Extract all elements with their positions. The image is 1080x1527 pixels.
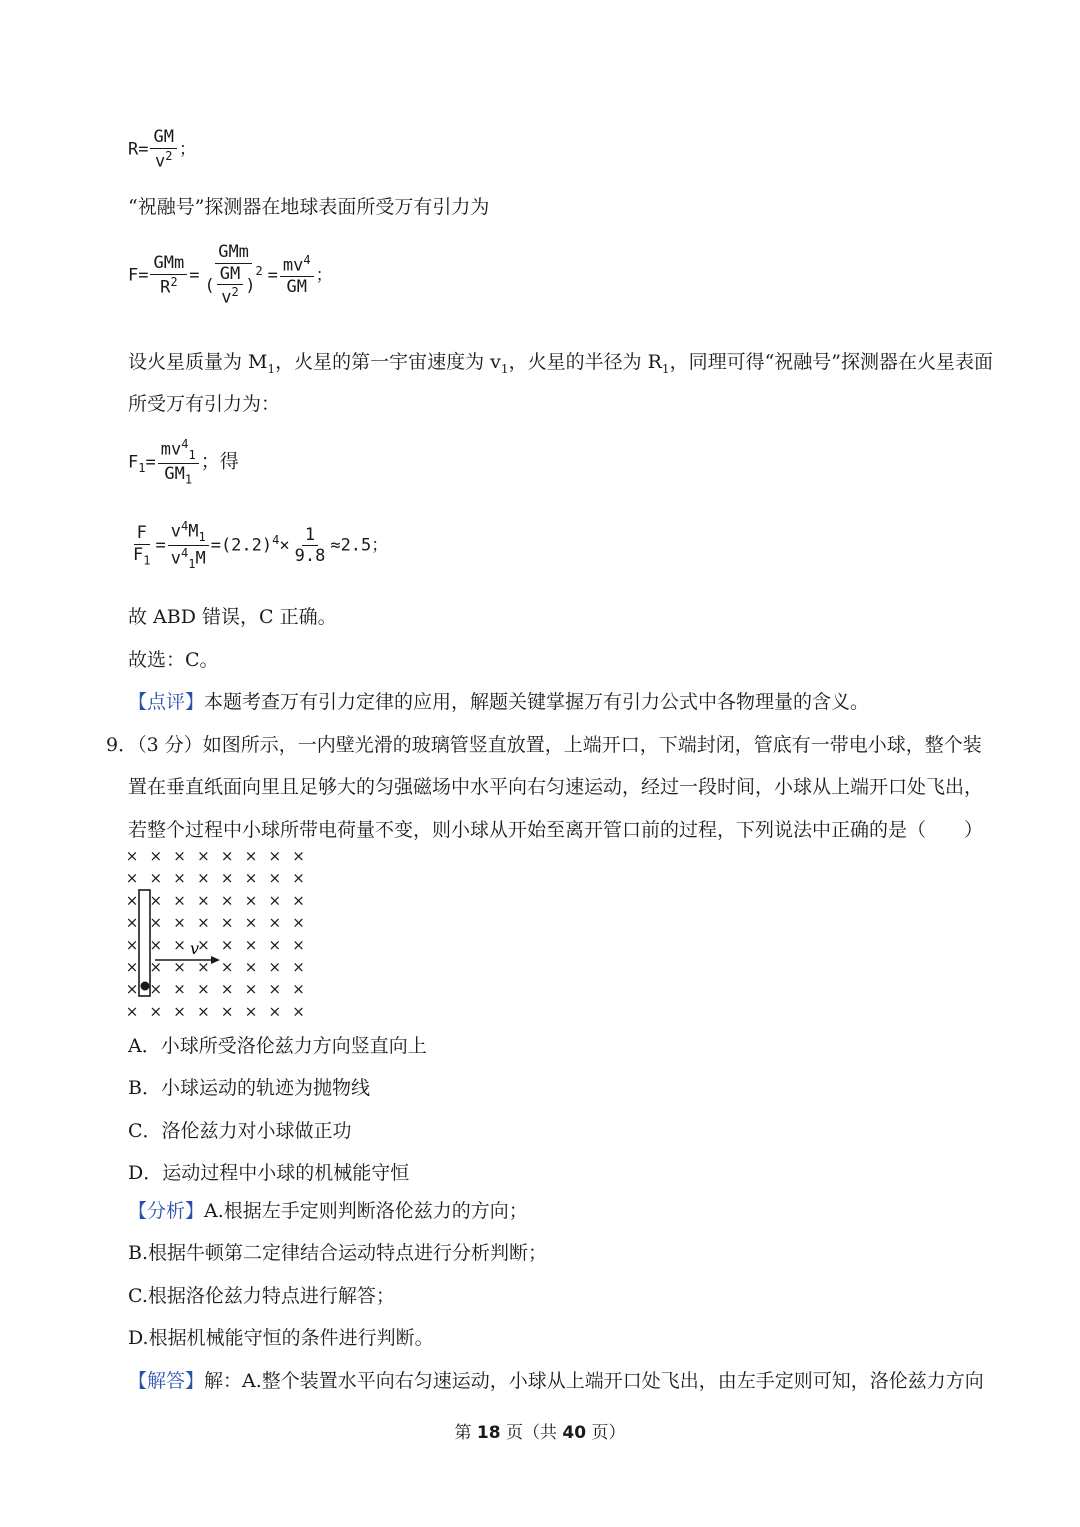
field-mark: × (268, 958, 282, 976)
field-mark: × (244, 913, 258, 932)
field-mark: × (268, 847, 282, 865)
field-mark: × (220, 913, 234, 932)
question-line: 若整个过程中小球所带电荷量不变，则小球从开始至离开管口前的过程，下列说法中正确的是（ ） (128, 819, 984, 841)
field-mark: × (197, 913, 210, 932)
text-line: “祝融号”探测器在地球表面所受万有引力为 (128, 196, 490, 218)
analysis: 【分析】A.根据左手定则判断洛伦兹力的方向； (128, 1200, 528, 1222)
text-line: 所受万有引力为： (128, 393, 281, 415)
velocity-arrowhead (211, 956, 220, 964)
field-mark: × (220, 958, 234, 976)
field-mark: × (173, 958, 186, 976)
field-mark: × (197, 1002, 210, 1020)
field-mark: × (244, 980, 258, 999)
field-mark: × (173, 935, 186, 954)
field-mark: × (244, 891, 258, 910)
field-mark: × (149, 1002, 163, 1020)
field-mark: × (292, 1002, 305, 1020)
field-mark: × (292, 935, 305, 954)
comment-tag: 【点评】 (128, 691, 205, 713)
magnetic-field-figure (122, 844, 312, 1020)
field-mark: × (125, 847, 139, 865)
field-mark: × (292, 847, 305, 865)
field-mark: × (292, 891, 305, 910)
field-mark: × (244, 869, 258, 888)
analysis-line: D.根据机械能守恒的条件进行判断。 (128, 1327, 434, 1349)
field-mark: × (173, 913, 186, 932)
field-mark: × (173, 847, 186, 865)
field-mark: × (125, 1002, 139, 1020)
field-mark: × (292, 913, 305, 932)
field-mark: × (149, 847, 163, 865)
solution: 【解答】解：A.整个装置水平向右匀速运动，小球从上端开口处飞出，由左手定则可知，洛伦兹力方向 (128, 1370, 984, 1392)
field-mark: × (220, 1002, 234, 1020)
field-mark: × (173, 980, 186, 999)
field-mark: × (220, 935, 234, 954)
question-number: 9． (106, 734, 138, 756)
field-mark: × (220, 847, 234, 865)
solution-tag: 【解答】 (128, 1370, 205, 1392)
field-mark: × (292, 958, 305, 976)
field-mark: × (197, 869, 210, 888)
question-line: 9．（3 分）如图所示，一内壁光滑的玻璃管竖直放置，上端开口，下端封闭，管底有一带电小球，整个装 (106, 734, 982, 756)
field-mark: × (125, 935, 139, 954)
formula-r: R= $\frac{GM}{v^2}$ ； (128, 127, 196, 172)
field-mark: × (244, 935, 258, 954)
field-mark: × (197, 935, 210, 954)
option-c: C．洛伦兹力对小球做正功 (128, 1120, 352, 1142)
field-mark: × (197, 958, 210, 976)
field-mark: × (268, 869, 282, 888)
velocity-label: v (190, 939, 200, 958)
field-mark: × (173, 1002, 186, 1020)
page-footer: 第 18 页（共 40 页） (454, 1423, 626, 1443)
field-mark: × (244, 847, 258, 865)
field-mark: × (173, 869, 186, 888)
field-mark: × (220, 891, 234, 910)
field-mark: × (244, 958, 258, 976)
formula-f1: $F_1=$ $\frac{mv^4_1}{GM_1}$ ；得 (128, 437, 239, 487)
field-mark: × (268, 1002, 282, 1020)
field-mark: × (292, 980, 305, 999)
answer-choice: 故选：C。 (128, 649, 219, 671)
page-total: 40 (562, 1423, 587, 1443)
field-mark: × (268, 913, 282, 932)
field-mark: × (268, 935, 282, 954)
field-mark: × (173, 891, 186, 910)
field-mark: × (125, 958, 139, 976)
formula-ratio: $\frac{F}{F_1}$ = $\frac{v^4M_1}{v^4_1M}$ $=(2.2)^4\times$ $\frac{1}{9.8}$ ≈2.5； (133, 519, 389, 572)
question-line: 置在垂直纸面向里且足够大的匀强磁场中水平向右匀速运动，经过一段时间，小球从上端开口处飞出， (128, 776, 984, 798)
field-mark: × (125, 869, 139, 888)
option-a: A．小球所受洛伦兹力方向竖直向上 (128, 1035, 427, 1057)
page-number: 18 (476, 1423, 501, 1443)
field-mark: × (244, 1002, 258, 1020)
option-d: D．运动过程中小球的机械能守恒 (128, 1162, 410, 1184)
field-mark: × (149, 935, 163, 954)
field-mark: × (149, 980, 163, 999)
field-mark: × (197, 980, 210, 999)
conclusion: 故 ABD 错误，C 正确。 (128, 606, 337, 628)
field-mark: × (125, 913, 139, 932)
option-b: B．小球运动的轨迹为抛物线 (128, 1077, 370, 1099)
analysis-line: C.根据洛伦兹力特点进行解答； (128, 1285, 395, 1307)
analysis-line: B.根据牛顿第二定律结合运动特点进行分析判断； (128, 1242, 548, 1264)
field-mark: × (149, 958, 163, 976)
formula-f: F= $\frac{\text{GMm}}{R^2}$ = GMm ( $\frac{GM}{v^2}$ ) $^2$ = $\frac{mv^4}{GM}$ ； (128, 242, 333, 309)
charged-ball (141, 982, 150, 991)
field-mark: × (268, 980, 282, 999)
analysis-tag: 【分析】 (128, 1200, 205, 1222)
field-mark: × (197, 891, 210, 910)
text-line: 设火星质量为 $M_1$，火星的第一宇宙速度为 $v_1$，火星的半径为 $R_1$，同理可得“祝融号”探测器在火星表面 (128, 351, 993, 376)
field-mark: × (197, 847, 210, 865)
field-mark: × (292, 869, 305, 888)
field-mark: × (149, 891, 163, 910)
comment: 【点评】本题考查万有引力定律的应用，解题关键掌握万有引力公式中各物理量的含义。 (128, 691, 870, 713)
field-mark: × (125, 980, 139, 999)
fraction: $\frac{GM}{v^2}$ (150, 128, 176, 171)
glass-tube (139, 890, 150, 996)
field-mark: × (149, 913, 163, 932)
field-mark: × (149, 869, 163, 888)
field-mark: × (220, 869, 234, 888)
field-marks (126, 847, 305, 1020)
field-mark: × (125, 891, 139, 910)
field-mark: × (268, 891, 282, 910)
field-mark: × (220, 980, 234, 999)
